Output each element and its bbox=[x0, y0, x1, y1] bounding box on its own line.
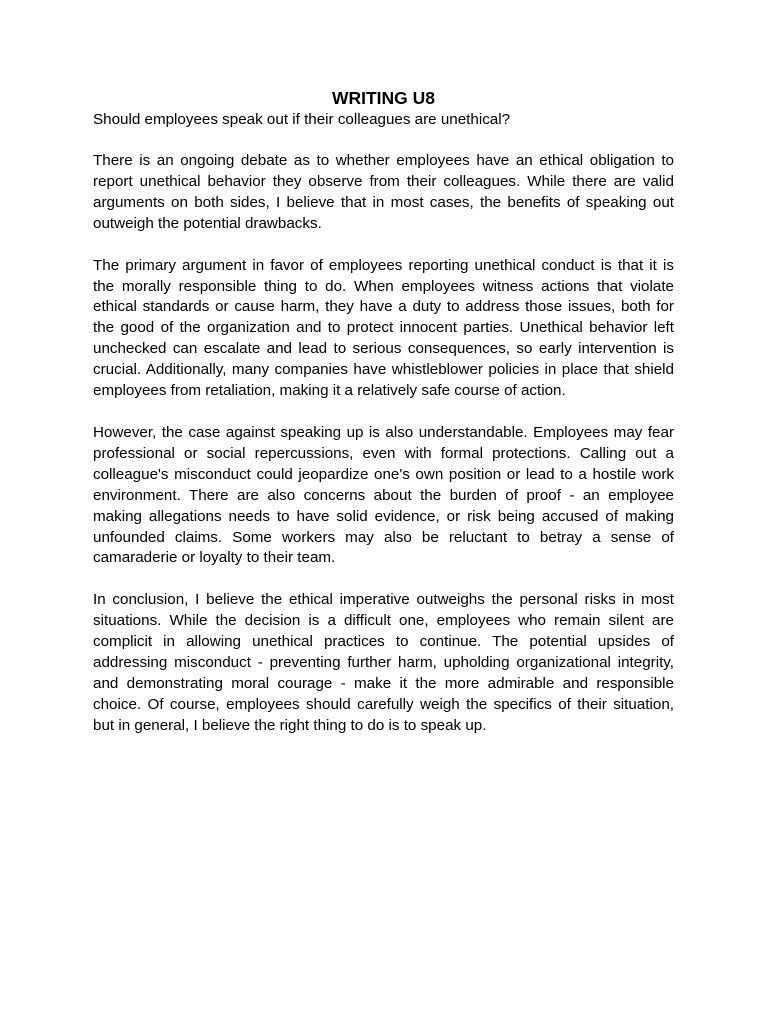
essay-prompt: Should employees speak out if their colleagues are unethical? bbox=[93, 111, 511, 128]
paragraph-argument-for: The primary argument in favor of employees reporting unethical conduct is that it is the morally responsible thing to do. When employees witness actions that violate ethical standards or cause harm, they have a duty to address those issues, both for the good of the organization and to protect innocent parties. Unethical behavior left unchecked can escalate and lead to serious consequences, so early intervention is crucial. Additionally, many companies have whistleblower policies in place that shield employees from retaliation, making it a relatively safe course of action. bbox=[93, 256, 674, 400]
paragraph-introduction: There is an ongoing debate as to whether employees have an ethical obligation to report unethical behavior they observe from their colleagues. While there are valid arguments on both sides, I believe that in most cases, the benefits of speaking out outweigh the potential drawbacks. bbox=[93, 152, 674, 232]
paragraph-conclusion: In conclusion, I believe the ethical imperative outweighs the personal risks in most situations. While the decision is a difficult one, employees who remain silent are complicit in allowing unethical practices to continue. The potential upsides of addressing misconduct - preventing further harm, upholding organizational integrity, and demonstrating moral courage - make it the more admirable and responsible choice. Of course, employees should carefully weigh the specifics of their situation, but in general, I believe the right thing to do is to speak up. bbox=[93, 591, 674, 734]
document-title: WRITING U8 bbox=[331, 88, 436, 108]
paragraph-argument-against: However, the case against speaking up is also understandable. Employees may fear professional or social repercussions, even with formal protections. Calling out a colleague's misconduct could jeopardize one's own position or lead to a hostile work environment. There are also concerns about the burden of proof - an employee making allegations needs to have solid evidence, or risk being accused of making unfounded claims. Some workers may also be reluctant to betray a sense of camaraderie or loyalty to their team. bbox=[93, 423, 674, 567]
document-page bbox=[93, 87, 674, 758]
